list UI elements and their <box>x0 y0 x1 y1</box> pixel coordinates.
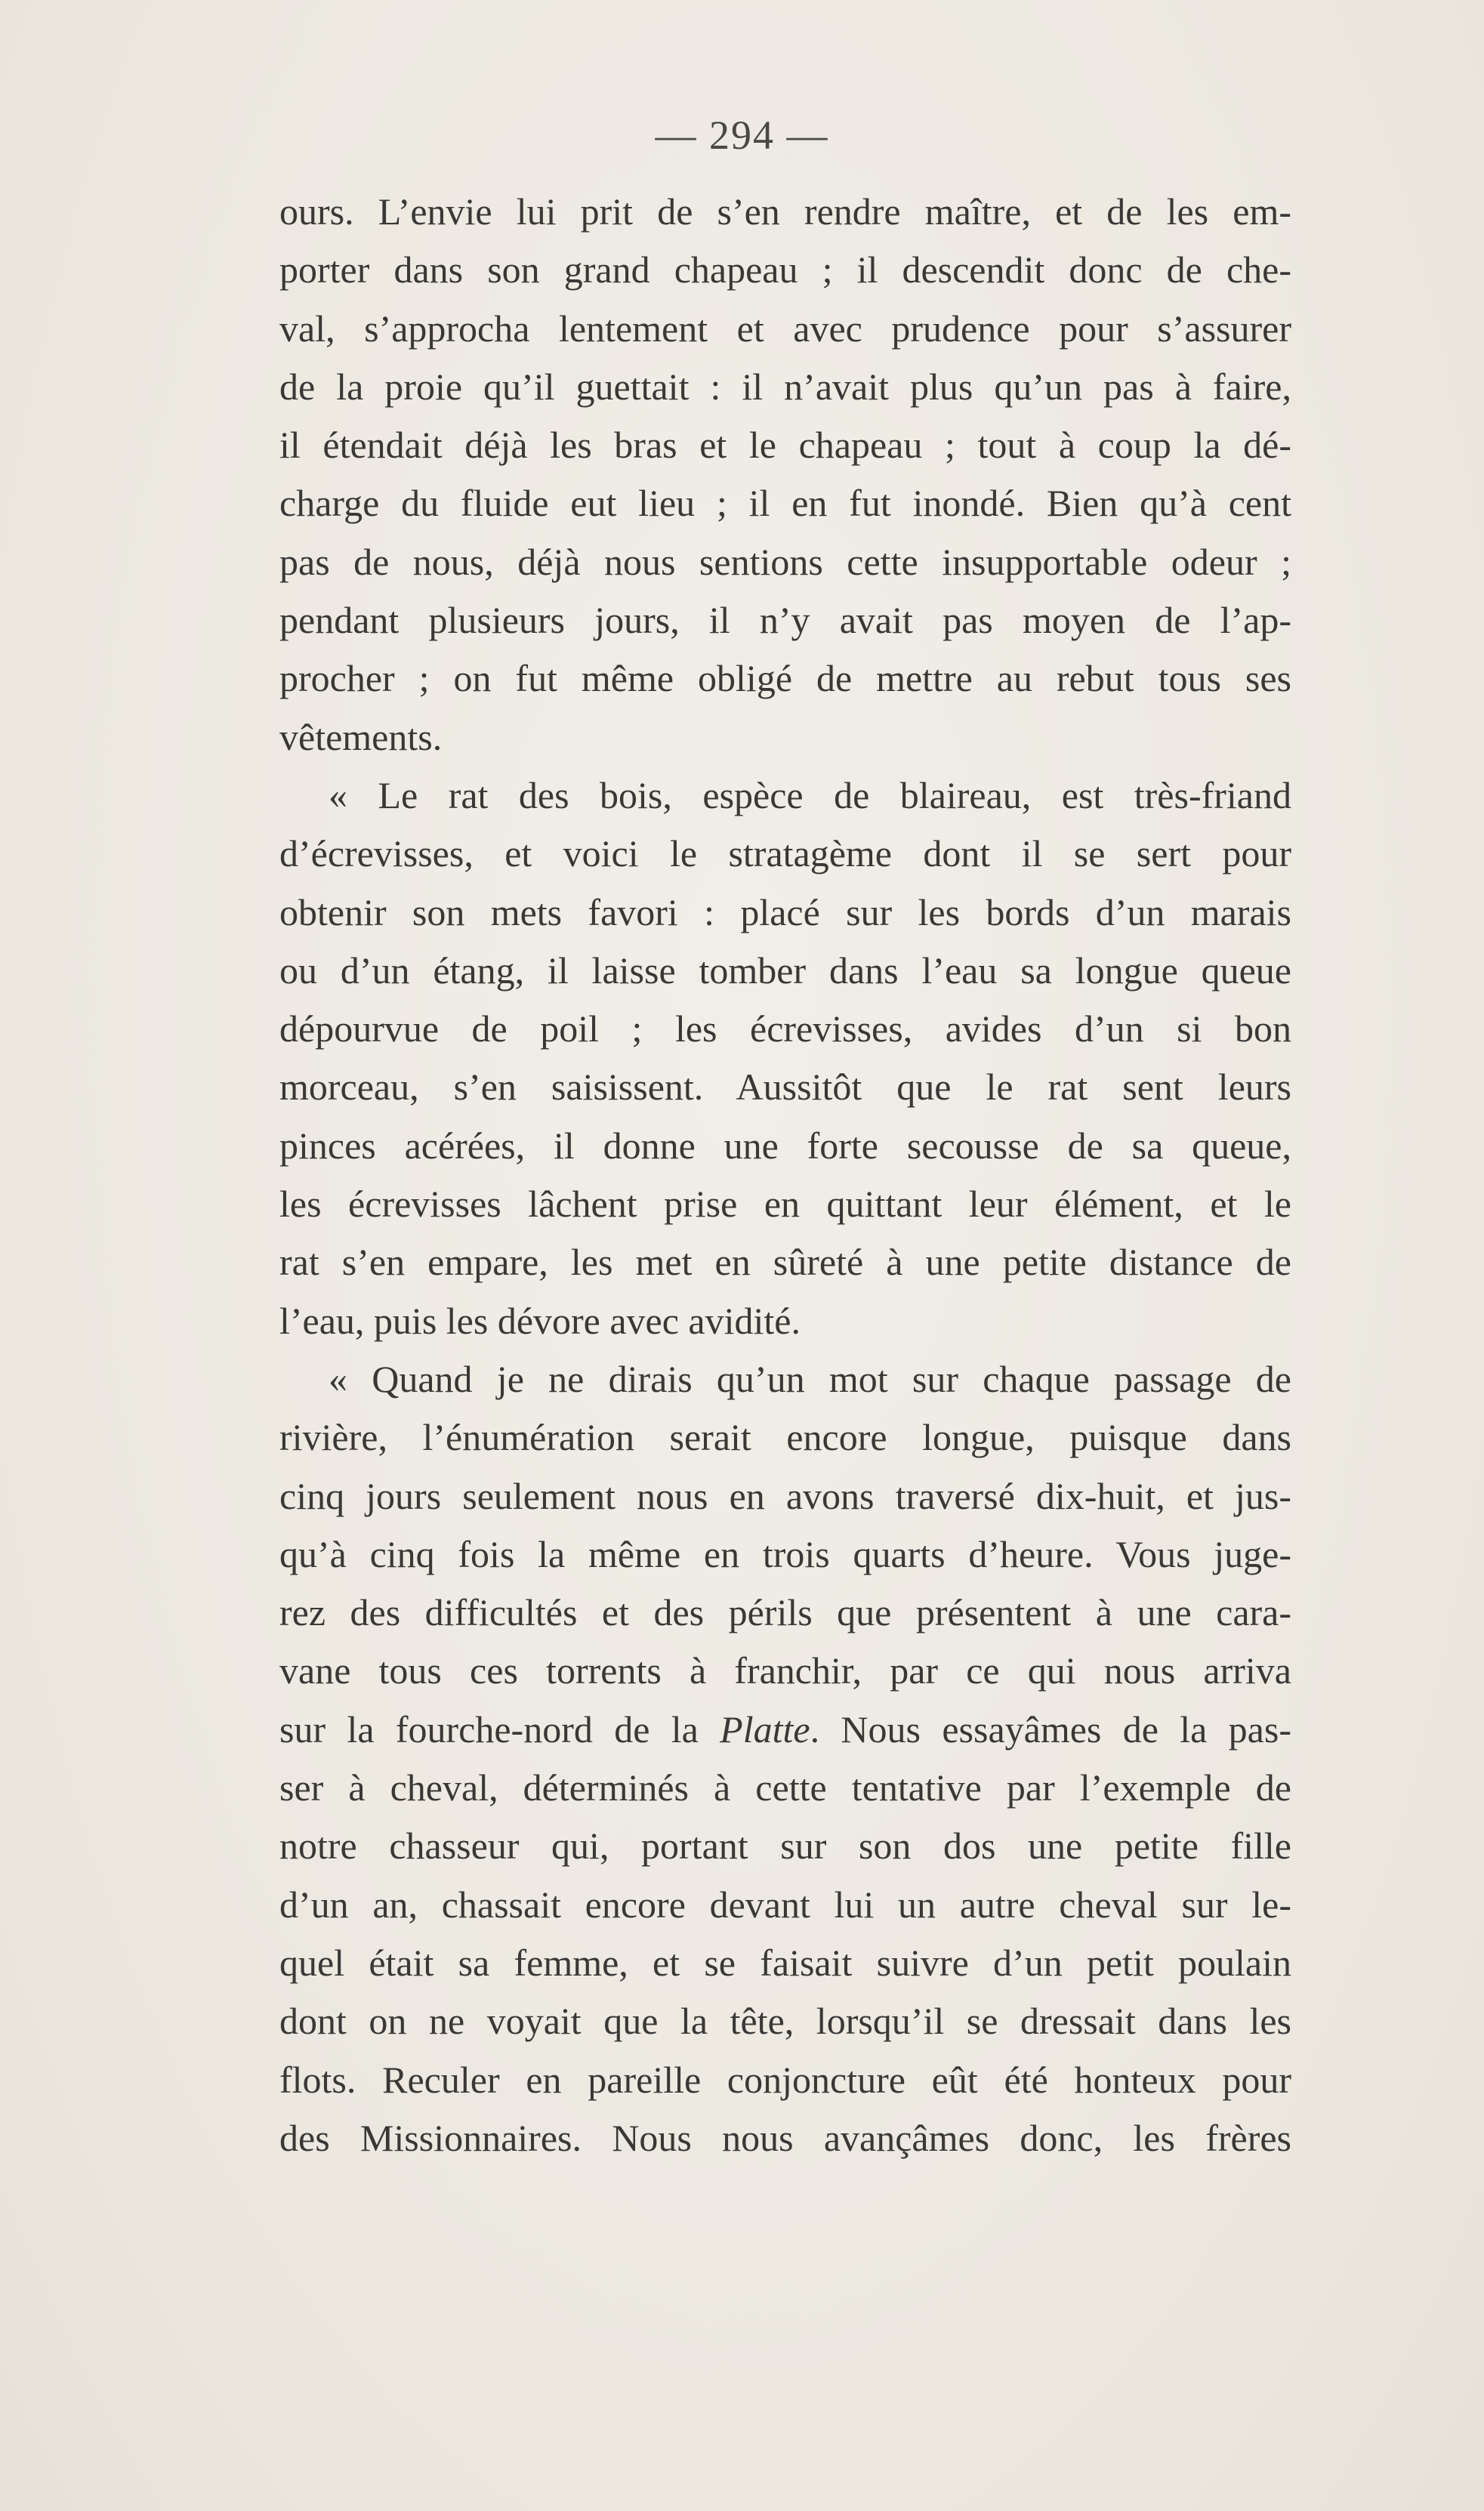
text-line: d’écrevisses, et voici le stratagème dont il se sert pour <box>279 832 1291 875</box>
text-line: charge du fluide eut lieu ; il en fut inondé. Bien qu’à cent <box>279 482 1291 525</box>
text-line: qu’à cinq fois la même en trois quarts d’heure. Vous juge- <box>279 1532 1291 1575</box>
text-line: pas de nous, déjà nous sentions cette insupportable odeur ; <box>279 540 1291 583</box>
text-line: val, s’approcha lentement et avec prudence pour s’assurer <box>279 307 1291 350</box>
italic-word: Platte <box>720 1707 810 1751</box>
text-line: vane tous ces torrents à franchir, par ce qui nous arriva <box>279 1649 1291 1692</box>
text-line: morceau, s’en saisissent. Aussitôt que le rat sent leurs <box>279 1066 1291 1109</box>
text-line: ser à cheval, déterminés à cette tentative par l’exemple de <box>279 1766 1291 1809</box>
text-line: ours. L’envie lui prit de s’en rendre maître, et de les em- <box>279 190 1291 233</box>
text-line: dépourvue de poil ; les écrevisses, avides d’un si bon <box>279 1007 1291 1050</box>
text-line: pinces acérées, il donne une forte secousse de sa queue, <box>279 1124 1291 1167</box>
text-line: obtenir son mets favori : placé sur les bords d’un marais <box>279 890 1291 933</box>
text-line: porter dans son grand chapeau ; il descendit donc de che- <box>279 248 1291 292</box>
text-line: flots. Reculer en pareille conjoncture eût été honteux pour <box>279 2058 1291 2101</box>
paragraph-start: « Quand je ne dirais qu’un mot sur chaque passage de <box>329 1357 1291 1400</box>
text-line: rat s’en empare, les met en sûreté à une petite distance de <box>279 1241 1291 1284</box>
text-line: des Missionnaires. Nous nous avançâmes donc, les frères <box>279 2116 1291 2159</box>
text-line: sur la fourche-nord de la Platte. Nous essayâmes de la pas- <box>279 1707 1291 1751</box>
body-text <box>279 183 1291 2167</box>
page-number: — 294 — <box>655 113 829 158</box>
text-line: rivière, l’énumération serait encore longue, puisque dans <box>279 1416 1291 1459</box>
text-line: pendant plusieurs jours, il n’y avait pas moyen de l’ap- <box>279 599 1291 642</box>
text-line: les écrevisses lâchent prise en quittant leur élément, et le <box>279 1183 1291 1226</box>
paragraph-start: « Le rat des bois, espèce de blaireau, est très-friand <box>329 773 1291 816</box>
text-line: d’un an, chassait encore devant lui un autre cheval sur le- <box>279 1883 1291 1926</box>
text-line: de la proie qu’il guettait : il n’avait plus qu’un pas à faire, <box>279 365 1291 408</box>
text-line: il étendait déjà les bras et le chapeau ; tout à coup la dé- <box>279 424 1291 467</box>
text-line: procher ; on fut même obligé de mettre au rebut tous ses <box>279 657 1291 700</box>
text-line: notre chasseur qui, portant sur son dos une petite fille <box>279 1825 1291 1868</box>
bleed-through-texture <box>279 2175 1291 2266</box>
text-line: l’eau, puis les dévore avec avidité. <box>279 1299 801 1342</box>
text-line: dont on ne voyait que la tête, lorsqu’il se dressait dans les <box>279 2000 1291 2043</box>
text-line: cinq jours seulement nous en avons traversé dix-huit, et jus- <box>279 1474 1291 1517</box>
text-line: ou d’un étang, il laisse tomber dans l’eau sa longue queue <box>279 949 1291 992</box>
text-line: vêtements. <box>279 715 443 758</box>
text-line: quel était sa femme, et se faisait suivre d’un petit poulain <box>279 1941 1291 1984</box>
text-line: rez des difficultés et des périls que présentent à une cara- <box>279 1591 1291 1634</box>
